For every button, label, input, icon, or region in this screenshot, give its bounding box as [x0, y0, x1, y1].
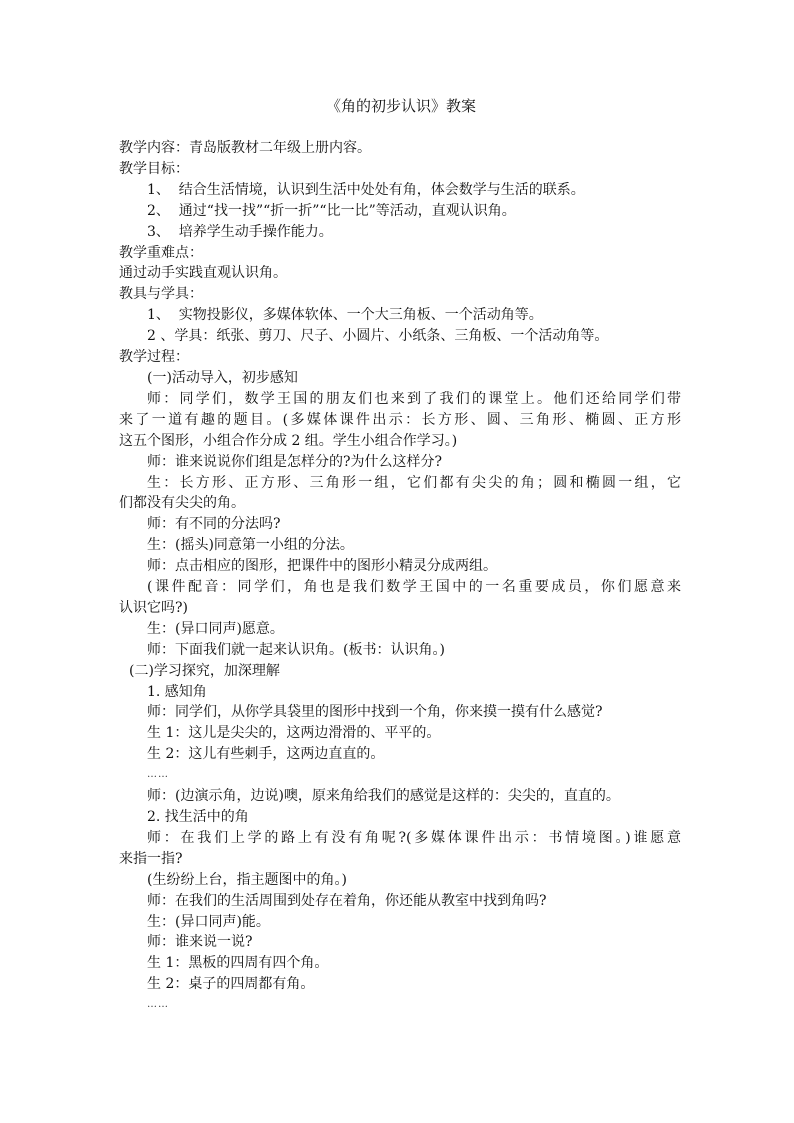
text-line: 1、 实物投影仪，多媒体软体、一个大三角板、一个活动角等。 — [147, 307, 543, 324]
text-line: 师：在我们上学的路上有没有角呢?(多媒体课件出示：书情境图。)谁愿意 — [147, 829, 681, 846]
text-line: (一)活动导入，初步感知 — [147, 369, 298, 386]
text-line: 教学重难点： — [119, 244, 203, 261]
text-line: 教具与学具： — [119, 286, 203, 303]
text-line: 教学内容：青岛版教材二年级上册内容。 — [119, 140, 371, 156]
text-line: 来指一指? — [119, 850, 183, 867]
text-line: 3、 培养学生动手操作能力。 — [147, 223, 333, 240]
text-line: 生 1：黑板的四周有四个角。 — [147, 955, 329, 972]
text-line: 生 1：这儿是尖尖的，这两边滑滑的、平平的。 — [147, 725, 441, 742]
text-line: (二)学习探究，加深理解 — [129, 662, 280, 679]
text-line: 生：(摇头)同意第一小组的分法。 — [147, 537, 354, 554]
text-line: (生纷纷上台，指主题图中的角。) — [147, 871, 347, 888]
text-line: 通过动手实践直观认识角。 — [119, 265, 287, 282]
text-line: 生 2：桌子的四周都有角。 — [147, 976, 315, 993]
text-line: 生：(异口同声)能。 — [147, 913, 270, 930]
text-line: 这五个图形，小组合作分成 2 组。学生小组合作学习。) — [119, 432, 458, 449]
text-line: 师：同学们，从你学具袋里的图形中找到一个角，你来摸一摸有什么感觉? — [147, 704, 603, 721]
text-line: 1、 结合生活情境，认识到生活中处处有角，体会数学与生活的联系。 — [147, 181, 585, 198]
text-line: 师：下面我们就一起来认识角。(板书：认识角。) — [147, 641, 445, 658]
text-line: 师：在我们的生活周围到处存在着角，你还能从教室中找到角吗? — [147, 892, 547, 909]
document-body — [119, 138, 681, 1016]
text-line: 1. 感知角 — [147, 683, 207, 700]
ellipsis-line: …… — [147, 999, 169, 1011]
text-line: 生：长方形、正方形、三角形一组，它们都有尖尖的角；圆和椭圆一组，它 — [147, 474, 681, 491]
text-line: 2. 找生活中的角 — [147, 809, 249, 825]
text-line: 师：有不同的分法吗? — [147, 516, 281, 533]
text-line: 来了一道有趣的题目。(多媒体课件出示：长方形、圆、三角形、椭圆、正方形 — [119, 411, 681, 428]
document-title: 《角的初步认识》教案 — [325, 97, 476, 115]
text-line: 师：同学们，数学王国的朋友们也来到了我们的课堂上。他们还给同学们带 — [147, 390, 681, 407]
text-line: 们都没有尖尖的角。 — [119, 495, 245, 512]
text-line: 认识它吗?) — [119, 599, 188, 616]
text-line: 2、 通过“找一找”“折一折”“比一比”等活动，直观认识角。 — [147, 202, 516, 219]
text-line: 生：(异口同声)愿意。 — [147, 620, 284, 637]
text-line: 师：点击相应的图形，把课件中的图形小精灵分成两组。 — [147, 558, 497, 575]
text-line: 教学过程： — [119, 349, 189, 366]
text-line: 师：谁来说说你们组是怎样分的?为什么这样分? — [147, 453, 443, 470]
text-line: 师：谁来说一说? — [147, 934, 253, 951]
ellipsis-line: …… — [147, 769, 169, 781]
text-line: 生 2：这儿有些刺手，这两边直直的。 — [147, 746, 385, 763]
text-line: (课件配音：同学们，角也是我们数学王国中的一名重要成员，你们愿意来 — [147, 579, 681, 596]
text-line: 2 、学具：纸张、剪刀、尺子、小圆片、小纸条、三角板、一个活动角等。 — [147, 328, 609, 345]
text-line: 师：(边演示角，边说)噢，原来角给我们的感觉是这样的：尖尖的，直直的。 — [147, 788, 620, 805]
text-line: 教学目标： — [119, 160, 189, 177]
